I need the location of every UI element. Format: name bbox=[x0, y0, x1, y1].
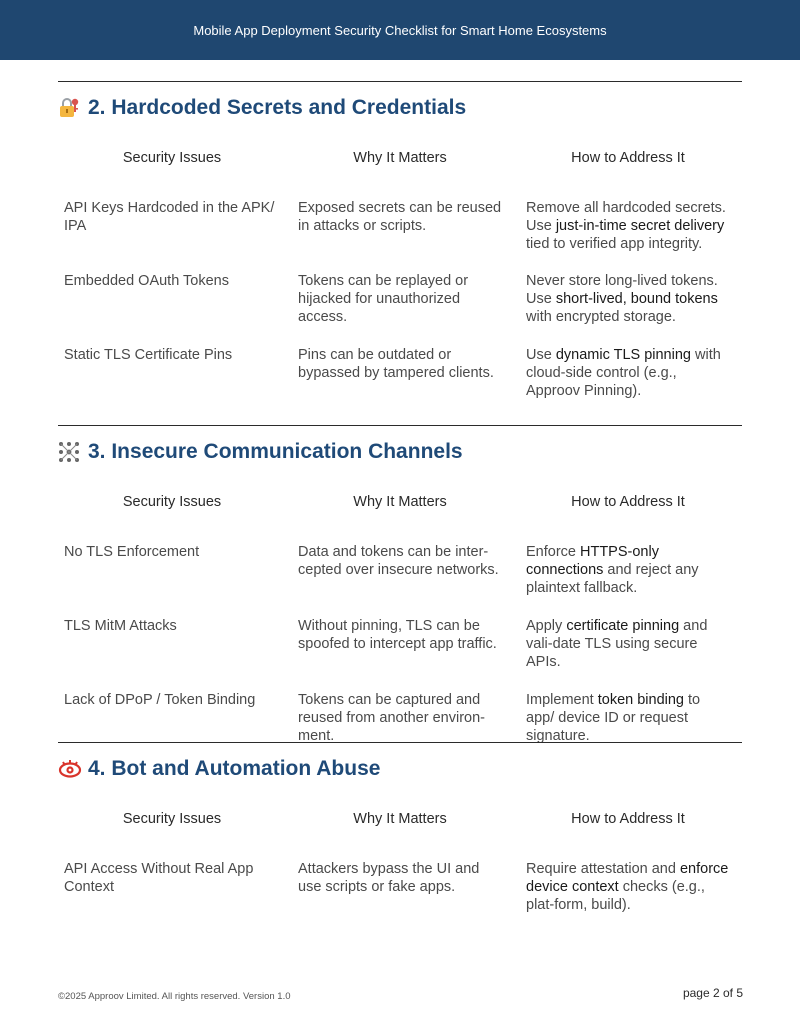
section-bot-abuse bbox=[58, 742, 742, 914]
why-cell: Attackers bypass the UI and use scripts or fake apps. bbox=[298, 861, 480, 895]
how-cell: Enforce HTTPS-only connections and reject any plaintext fallback. bbox=[526, 544, 699, 596]
column-header-why: Why It Matters bbox=[353, 811, 447, 827]
lock-with-key-icon bbox=[58, 97, 80, 119]
column-header-why: Why It Matters bbox=[353, 494, 447, 510]
why-cell: Without pinning, TLS can be spoofed to intercept app traffic. bbox=[298, 618, 497, 652]
how-cell: Remove all hardcoded secrets. Use just-in-time secret delivery tied to verified app integrity. bbox=[526, 200, 726, 252]
bot-eye-icon bbox=[58, 758, 80, 780]
why-cell: Tokens can be replayed or hijacked for unauthorized access. bbox=[298, 273, 469, 325]
issue-cell: API Keys Hardcoded in the APK/ IPA bbox=[64, 200, 275, 234]
section-heading bbox=[58, 438, 742, 466]
section-hardcoded-secrets bbox=[58, 81, 742, 400]
section-title: 2. Hardcoded Secrets and Credentials bbox=[88, 96, 467, 119]
why-cell: Exposed secrets can be reused in attacks or scripts. bbox=[298, 200, 502, 234]
table-row bbox=[58, 860, 742, 914]
why-cell: Data and tokens can be inter-cepted over insecure networks. bbox=[298, 544, 499, 578]
issue-cell: TLS MitM Attacks bbox=[64, 618, 177, 634]
table-row bbox=[58, 543, 742, 597]
table-row bbox=[58, 617, 742, 671]
column-header-issues: Security Issues bbox=[122, 494, 222, 510]
network-nodes-icon bbox=[58, 441, 80, 463]
header-bar bbox=[0, 0, 800, 60]
section-divider bbox=[58, 425, 742, 426]
column-header-how: How to Address It bbox=[571, 150, 685, 166]
column-header-issues: Security Issues bbox=[122, 811, 222, 827]
table-row bbox=[58, 199, 742, 253]
why-cell: Pins can be outdated or bypassed by tampered clients. bbox=[298, 347, 494, 381]
section-title: 3. Insecure Communication Channels bbox=[88, 440, 463, 463]
section-heading bbox=[58, 755, 742, 783]
how-cell: Apply certificate pinning and vali-date TLS using secure APIs. bbox=[526, 618, 708, 670]
column-header-issues: Security Issues bbox=[122, 150, 222, 166]
table-row bbox=[58, 346, 742, 400]
table-header bbox=[58, 811, 742, 827]
table-row bbox=[58, 691, 742, 745]
how-cell: Require attestation and enforce device context checks (e.g., plat-form, build). bbox=[526, 861, 729, 913]
how-cell: Implement token binding to app/ device ID or request signature. bbox=[526, 692, 701, 744]
copyright-notice: ©2025 Approov Limited. All rights reserved. Version 1.0 bbox=[58, 991, 291, 1002]
issue-cell: Embedded OAuth Tokens bbox=[64, 273, 229, 289]
why-cell: Tokens can be captured and reused from another environ-ment. bbox=[298, 692, 485, 744]
column-header-how: How to Address It bbox=[571, 494, 685, 510]
issue-cell: Static TLS Certificate Pins bbox=[64, 347, 233, 363]
document-title: Mobile App Deployment Security Checklist for Smart Home Ecosystems bbox=[193, 22, 607, 38]
column-header-why: Why It Matters bbox=[353, 150, 447, 166]
how-cell: Use dynamic TLS pinning with cloud-side control (e.g., Approov Pinning). bbox=[526, 347, 721, 399]
section-divider bbox=[58, 81, 742, 82]
issue-cell: No TLS Enforcement bbox=[64, 544, 200, 560]
issue-cell: API Access Without Real App Context bbox=[64, 861, 254, 895]
section-insecure-communication bbox=[58, 425, 742, 745]
page-number: page 2 of 5 bbox=[682, 986, 743, 1000]
section-title: 4. Bot and Automation Abuse bbox=[88, 757, 381, 780]
section-divider bbox=[58, 742, 742, 743]
table-header bbox=[58, 150, 742, 166]
table-header bbox=[58, 494, 742, 510]
section-heading bbox=[58, 94, 742, 122]
table-row bbox=[58, 272, 742, 326]
column-header-how: How to Address It bbox=[571, 811, 685, 827]
issue-cell: Lack of DPoP / Token Binding bbox=[64, 692, 256, 708]
how-cell: Never store long-lived tokens. Use short-lived, bound tokens with encrypted storage. bbox=[526, 273, 718, 325]
